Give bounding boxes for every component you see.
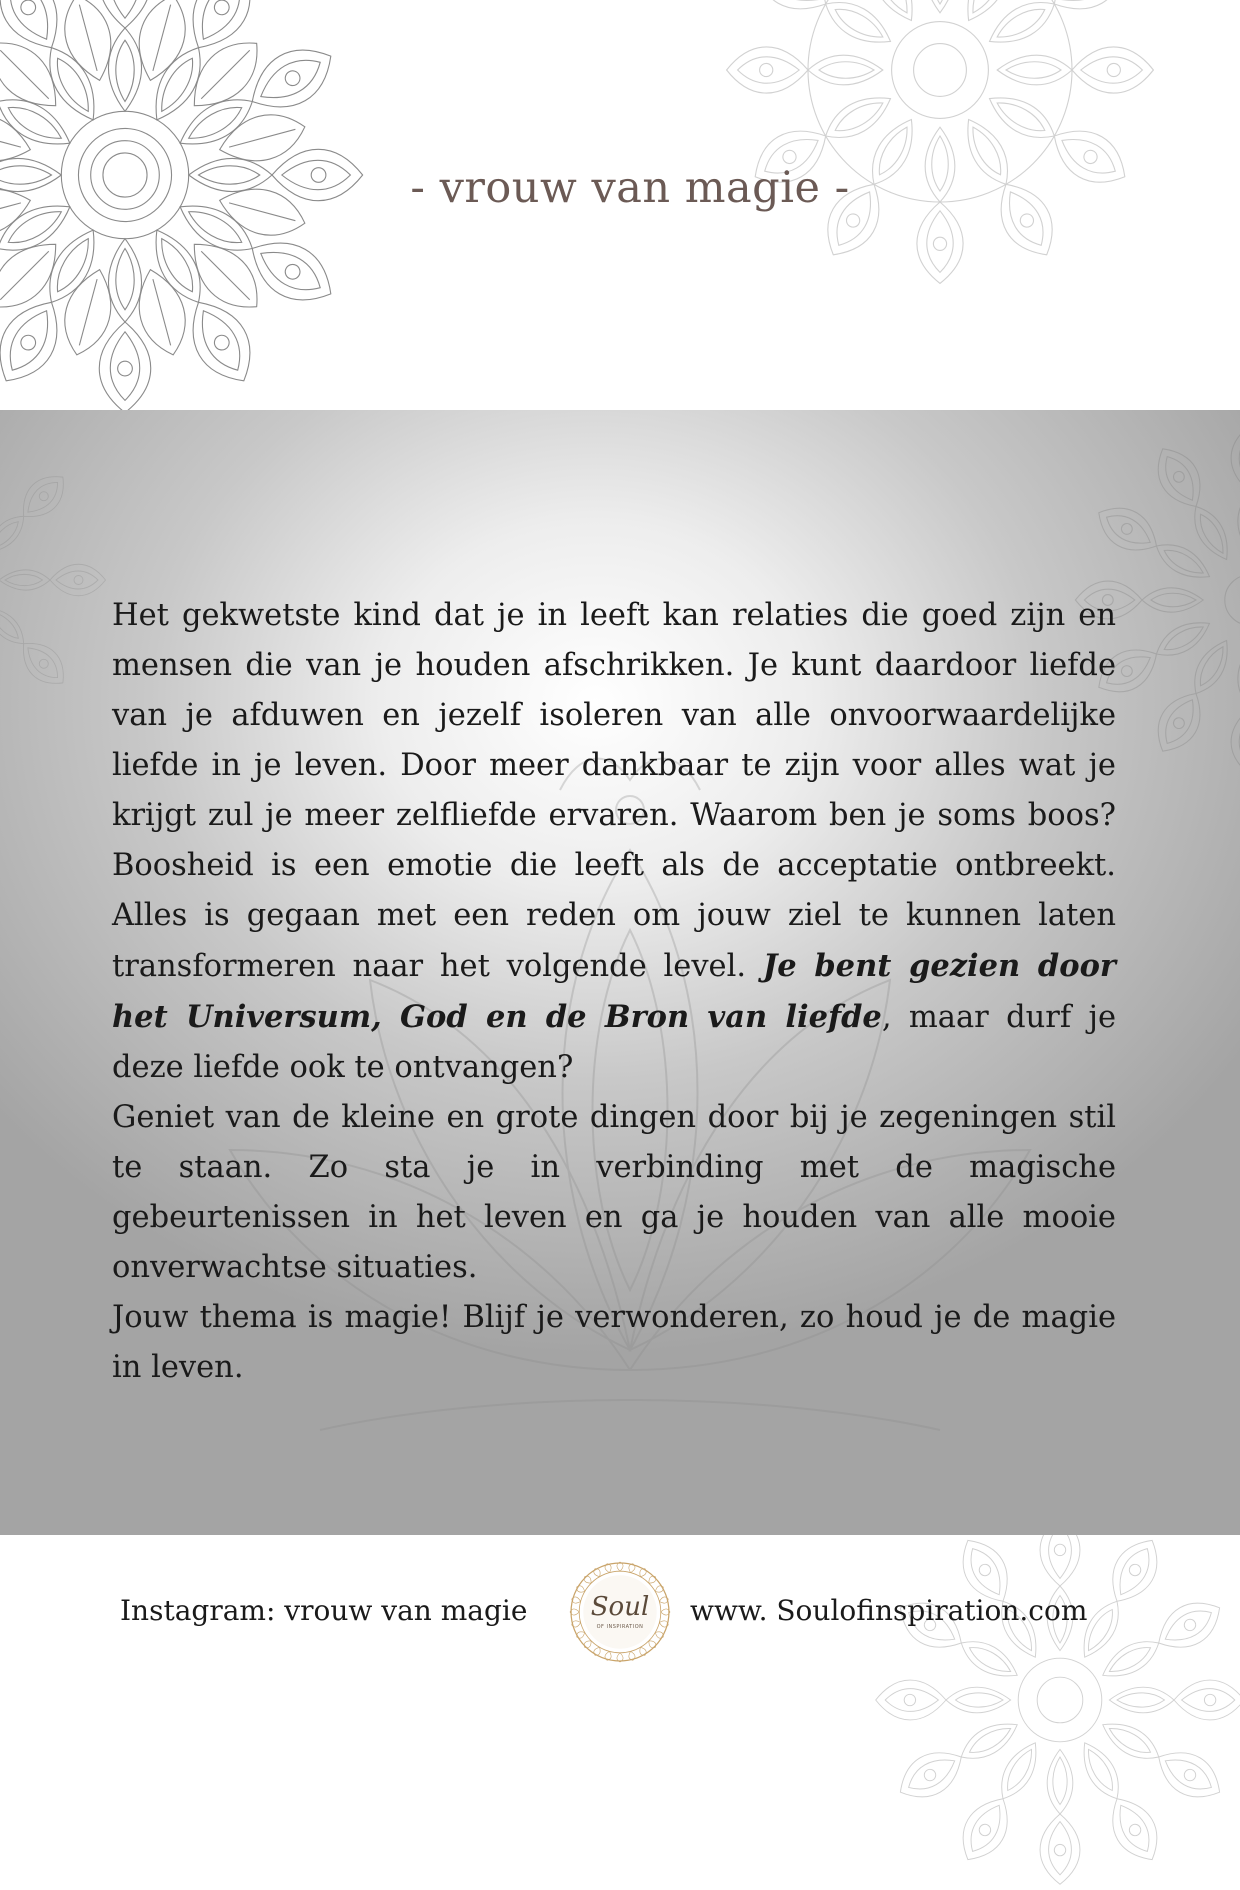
paragraph-3: Jouw thema is magie! Blijf je verwonderen, zo houd je de magie in leven. [112, 1300, 1116, 1385]
mandala-bottom-right-decoration [870, 1510, 1240, 1890]
footer-website: www. Soulofinspiration.com [690, 1594, 1088, 1627]
paragraph-2: Geniet van de kleine en grote dingen door bij je zegeningen stil te staan. Zo sta je in verbinding met de magische gebeurtenissen in het leven en ga je houden van alle mooie onverwachtse situaties. [112, 1100, 1116, 1285]
paragraph-1-text-b: , maar durf je deze liefde ook te ontvangen? [112, 1000, 1116, 1085]
paragraph-1 [112, 591, 1116, 1093]
body-text [112, 591, 1116, 1393]
paragraph-1-text-a: Het gekwetste kind dat je in leeft kan relaties die goed zijn en mensen die van je houden afschrikken. Je kunt daardoor liefde van je afduwen en jezelf isoleren van alle onvoorwaardelijke liefde in je leven. Door meer dankbaar te zijn voor alles wat je krijgt zul je meer zelfliefde ervaren. Waarom ben je soms boos? Boosheid is een emotie die leeft als de acceptatie ontbreekt. Alles is gegaan met een reden om jouw ziel te kunnen laten transformeren naar het volgende level. [112, 598, 1116, 984]
panel-mandala-left-decoration [0, 430, 110, 730]
logo-subtitle-text: OF INSPIRATION [596, 1624, 644, 1630]
footer-instagram: Instagram: vrouw van magie [120, 1594, 528, 1627]
logo-script-text: Soul [590, 1592, 650, 1622]
paragraph-1-bold-emphasis: Je bent gezien door het Universum, God en de Bron van liefde [112, 948, 1116, 1035]
page-title: - vrouw van magie - [410, 163, 850, 213]
mandala-top-right-decoration [720, 0, 1160, 290]
